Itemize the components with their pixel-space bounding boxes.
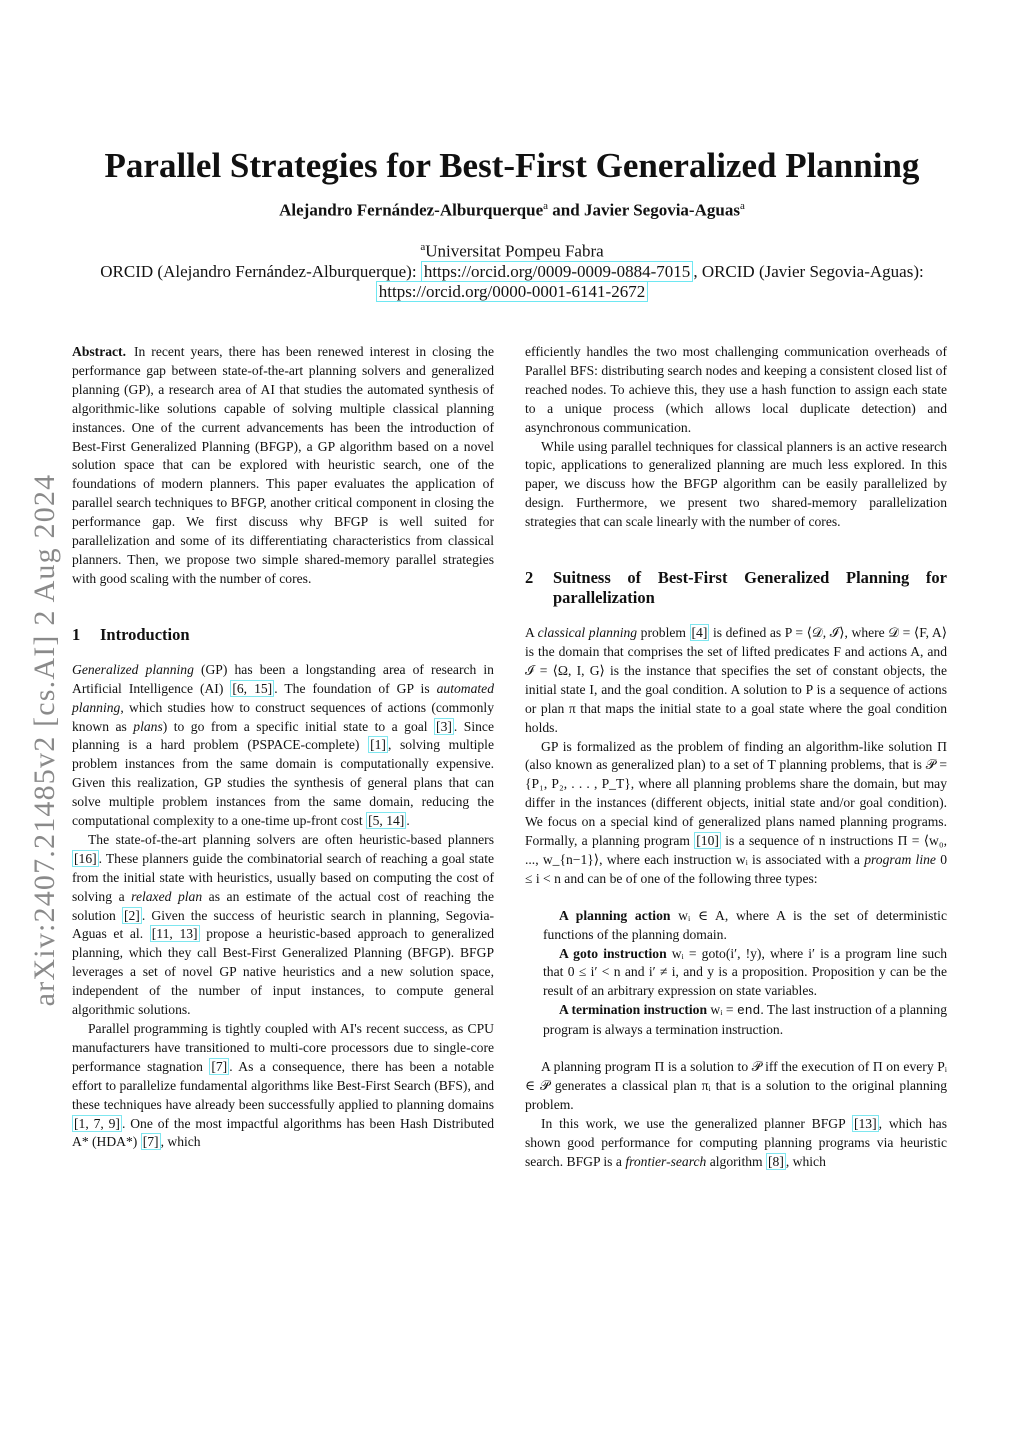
- author-line: [40, 200, 984, 221]
- code-token: end: [736, 1003, 761, 1019]
- citation-link[interactable]: [2]: [123, 907, 140, 923]
- orcid-link[interactable]: https://orcid.org/0009-0009-0884-7015: [421, 261, 693, 282]
- text-span: , which: [160, 1134, 201, 1150]
- definition-text: . The last instruction of a planning program is always a termination instruction.: [543, 1002, 947, 1038]
- author-name: Alejandro Fernández-Alburquerque: [279, 200, 544, 220]
- orcid-link[interactable]: https://orcid.org/0000-0001-6141-2672: [376, 281, 648, 302]
- section-title: Suitness of Best-First Generalized Planning for parallelization: [553, 568, 947, 608]
- text-span: The state-of-the-art planning solvers are often heuristic-based planners: [88, 831, 494, 847]
- text-span: , which: [785, 1153, 826, 1169]
- citation-link[interactable]: [6, 15]: [232, 680, 273, 696]
- paragraph: [525, 1115, 947, 1172]
- text-span: . Given the success of heuristic search in planning, Segovia-Aguas et al.: [72, 907, 494, 942]
- affiliation-block: [100, 237, 924, 302]
- orcid-label: ORCID (Alejandro Fernández-Alburquerque):: [100, 261, 421, 281]
- paper-title: Parallel Strategies for Best-First Generalized Planning: [104, 146, 920, 185]
- text-span: A: [525, 625, 538, 641]
- definition-term: A planning action: [559, 907, 671, 923]
- text-span: algorithm: [706, 1153, 766, 1169]
- paragraph: [525, 738, 947, 889]
- text-span: . As a consequence, there has been a notable effort to parallelize fundamental algorithms like Best-First Search (BFS), and these techniques have already been successfully applied to planning domains: [72, 1058, 495, 1112]
- paragraph: A planning program Π is a solution to 𝒫 iff the execution of Π on every Pᵢ ∈ 𝒫 generates a classical plan πᵢ that is a solution to the original planning problem.: [525, 1059, 947, 1112]
- citation-link[interactable]: [7]: [142, 1134, 159, 1150]
- affiliation-name: Universitat Pompeu Fabra: [425, 241, 604, 261]
- definition-term: A termination instruction: [559, 1002, 708, 1018]
- paragraph: While using parallel techniques for classical planners is an active research topic, applications to generalized planning are much less explored. In this paper, we discuss how the BFGP algorithm can be easily parallelized by design. Furthermore, we present two shared-memory parallelization strategies that can scale linearly with the number of cores.: [525, 438, 947, 530]
- text-span: , which studies how to construct sequences of actions (commonly known as: [72, 699, 494, 734]
- citation-link[interactable]: [10]: [696, 833, 719, 849]
- author-name: Javier Segovia-Aguas: [583, 200, 740, 220]
- text-span: classical planning: [537, 625, 638, 641]
- text-span: . Since planning is a hard problem (PSPACE-complete): [72, 718, 494, 753]
- arxiv-stamp: arXiv:2407.21485v2 [cs.AI] 2 Aug 2024: [28, 473, 61, 1007]
- citation-link[interactable]: [3]: [436, 718, 452, 734]
- definition-list: [525, 907, 947, 1040]
- text-span: , solving multiple problem instances from the same domain is computationally expensive. Given this realization, GP studies the synthesis of general plans that can solve multiple problem instances from the same domain, reducing the computational complexity to a one-time up-front cost: [72, 737, 494, 829]
- definition-text: wᵢ =: [707, 1002, 737, 1018]
- text-span: program line: [864, 851, 936, 867]
- paragraph: [72, 831, 494, 1020]
- citation-link[interactable]: [16]: [74, 850, 97, 866]
- text-span: GP is formalized as the problem of finding an algorithm-like solution Π (also known as generalized plan) to a set of T planning problems, that is 𝒫 = {P₁, P₂, . . . , P_T}, where all planning problems share the domain, but may differ in the instances (different objects, initial state and/or goal condition). We focus on a special kind of generalized plans named planning programs. Formally, a planning program: [525, 738, 947, 849]
- section-heading: [525, 568, 947, 608]
- section-heading: [72, 625, 494, 645]
- citation-link[interactable]: [5, 14]: [368, 813, 405, 829]
- text-span: , which has shown good performance for computing planning programs via heuristic search. BFGP is a: [525, 1115, 947, 1169]
- definition-term: A goto instruction: [559, 945, 667, 961]
- text-span: ) to go from a specific initial state to a goal: [162, 718, 435, 734]
- citation-link[interactable]: [13]: [853, 1115, 877, 1131]
- text-span: (GP) has been a longstanding area of research in Artificial Intelligence (AI): [72, 661, 494, 696]
- abstract-label: Abstract.: [72, 344, 126, 359]
- text-span: Parallel programming is tightly coupled with AI's recent success, as CPU manufacturers have transitioned to multi-core processors due to single-core performance stagnation: [72, 1021, 494, 1074]
- text-span: . The foundation of GP is: [274, 680, 437, 696]
- text-span: automated planning: [72, 680, 494, 715]
- definition-item: [525, 907, 947, 945]
- abstract-text: In recent years, there has been renewed interest in closing the performance gap between state-of-the-art planning solvers and generalized planning (GP), a research area of AI that studies the automated synthesis of algorithmic-like solutions capable of solving multiple classical planning instances. One of the current advancements has been the introduction of Best-First Generalized Planning (BFGP), a GP algorithm based on a novel solution space that can be explored with heuristic search, one of the foundations of modern planners. This paper evaluates the application of parallel search techniques to BFGP, another critical component in closing the performance gap. We first discuss why BFGP is well suited for parallelization and some of its differentiating characteristics from classical planners. Then, we propose two simple shared-memory parallel strategies with good scaling with the number of cores.: [72, 344, 494, 586]
- paragraph: [72, 1020, 494, 1152]
- definition-text: wᵢ = goto(i′, !y), where i′ is a program line such that 0 ≤ i′ < n and i′ ≠ i, and y is a proposition. Proposition y can be the result of an arbitrary expression on state variables.: [543, 945, 947, 999]
- text-span: plans: [133, 718, 163, 734]
- citation-link[interactable]: [7]: [211, 1058, 228, 1074]
- abstract: [72, 343, 494, 589]
- section-number: 1: [72, 624, 81, 644]
- affiliation-marker: a: [739, 200, 745, 212]
- text-span: . One of the most impactful algorithms has been Hash Distributed A* (HDA*): [72, 1115, 494, 1150]
- paragraph: [72, 661, 494, 831]
- text-span: . These planners guide the combinatorial search of reaching a goal state from the initial state with heuristics, usually based on computing the cost of solving a: [72, 850, 494, 904]
- citation-link[interactable]: [11, 13]: [151, 926, 198, 942]
- paragraph: [525, 624, 947, 737]
- orcid-label: , ORCID (Javier Segovia-Aguas):: [693, 261, 924, 281]
- citation-link[interactable]: [1]: [370, 737, 386, 753]
- text-span: .: [406, 813, 410, 829]
- text-span: Generalized planning: [72, 661, 194, 677]
- text-span: In this work, we use the generalized planner BFGP: [541, 1115, 852, 1131]
- left-column: [72, 343, 494, 1152]
- text-span: problem: [637, 625, 690, 641]
- citation-link[interactable]: [8]: [768, 1153, 784, 1169]
- affiliation-marker: a: [543, 200, 549, 212]
- text-span: relaxed plan: [131, 888, 203, 904]
- text-span: is a sequence of n instructions Π = ⟨w₀, ..., w_{n−1}⟩, where each instruction wᵢ is associated with a: [525, 833, 947, 867]
- paragraph: efficiently handles the two most challenging communication overheads of Parallel BFS: distributing search nodes and keeping a consistent closed list of reached nodes. To achieve this, they use a hash function to assign each state to a unique process (which allows local duplicate detection) and asynchronous communication.: [525, 344, 947, 435]
- text-span: is defined as P = ⟨𝒟, ℐ⟩, where 𝒟 = ⟨F, A⟩ is the domain that comprises the set of lifted predicates F and actions A, and ℐ = ⟨Ω, I, G⟩ is the instance that specifies the set of constant objects, the initial state I, and the goal condition. A solution to P is a sequence of actions or plan π that maps the initial state to a goal state where the goal condition holds.: [525, 625, 947, 735]
- text-span: propose a heuristic-based approach to generalized planning, which they call Best-First Generalized Planning (BFGP). BFGP leverages a set of novel GP native heuristics and a new solution space, independent of the number of input instances, to compute general algorithmic solutions.: [72, 926, 494, 1018]
- text-span: 0 ≤ i < n and can be of one of the following three types:: [525, 851, 948, 886]
- definition-item: [525, 1001, 947, 1040]
- right-column: [525, 343, 947, 1172]
- text-span: as an estimate of the actual cost of reaching the solution: [72, 888, 494, 923]
- citation-link[interactable]: [1, 7, 9]: [74, 1115, 120, 1131]
- text-span: frontier-search: [625, 1153, 707, 1169]
- definition-item: [525, 945, 947, 1002]
- section-number: 2: [525, 568, 534, 588]
- affiliation-marker: a: [420, 241, 426, 253]
- author-conjunction: and: [548, 200, 584, 220]
- definition-text: wᵢ ∈ A, where A is the set of deterministic functions of the planning domain.: [543, 907, 947, 942]
- citation-link[interactable]: [4]: [691, 625, 708, 641]
- section-title: Introduction: [100, 624, 190, 644]
